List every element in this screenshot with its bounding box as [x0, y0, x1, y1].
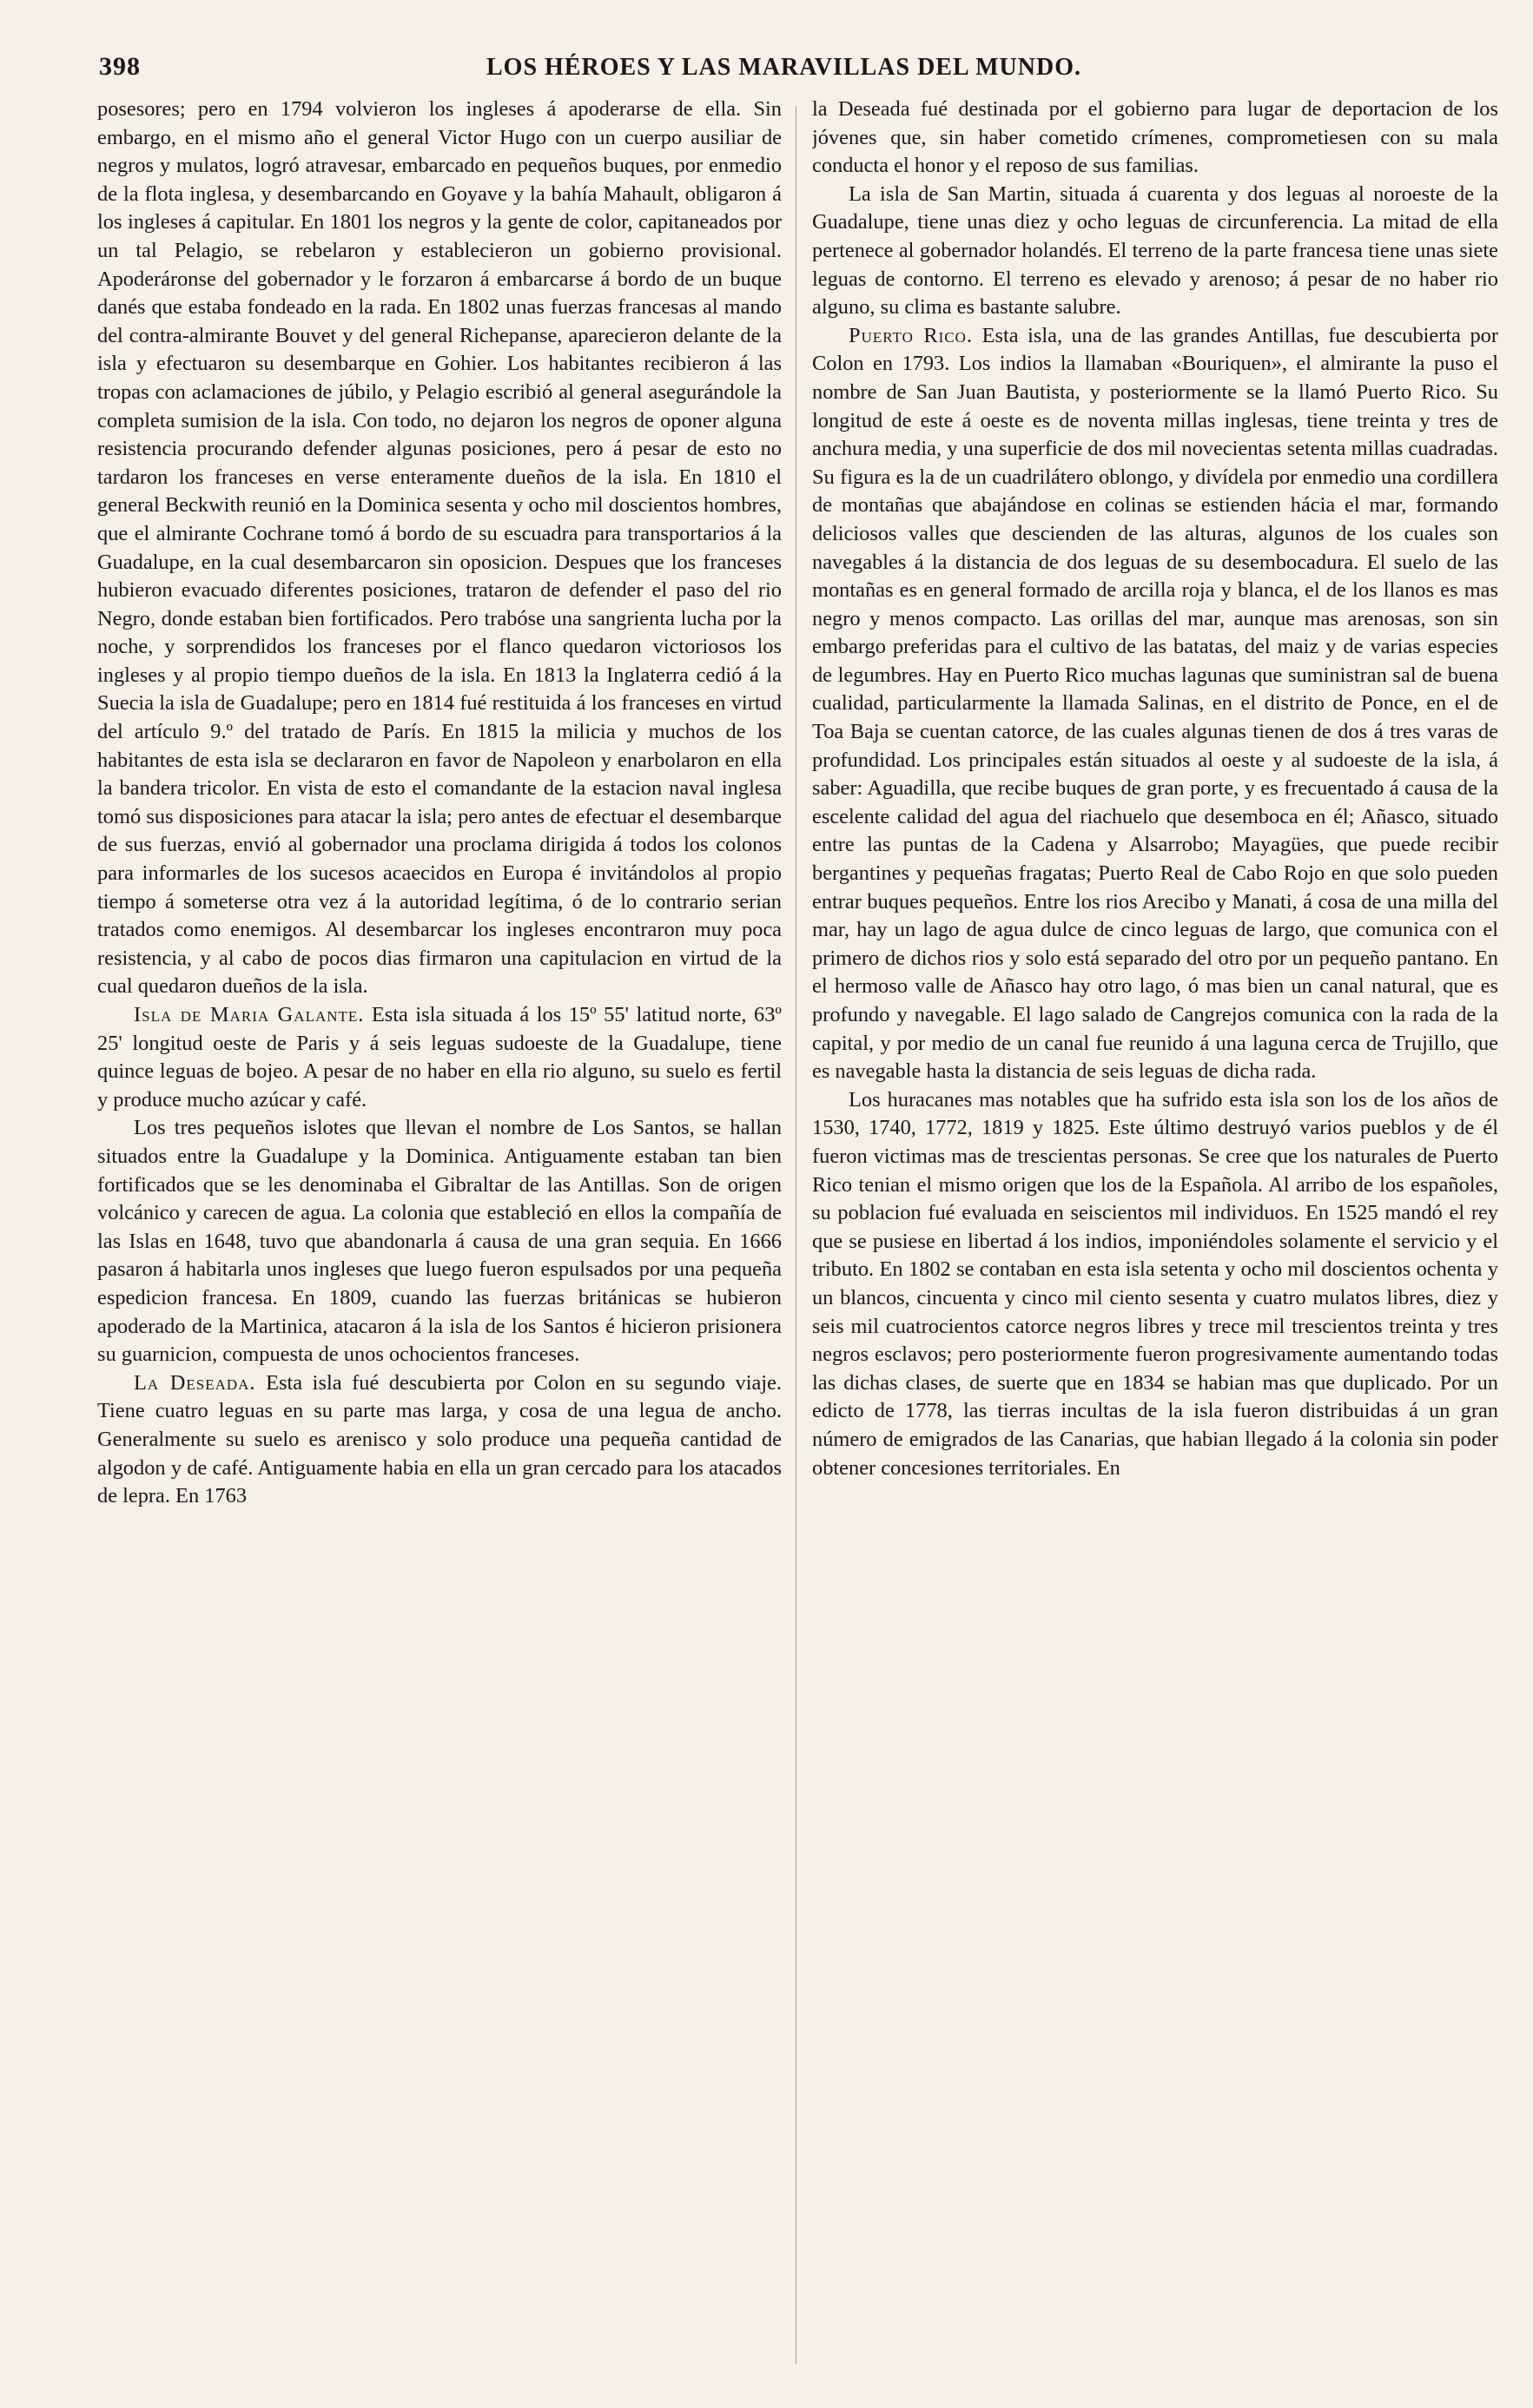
page-header	[87, 49, 1481, 92]
paragraph-text: Esta isla situada á los 15º 55' latitud norte, 63º 25' longitud oeste de Paris y á seis leguas sudoeste de la Guadalupe, tiene quince leguas de bojeo. A pesar de no haber en ella rio alguno, su suelo es fertil y produce mucho azúcar y café.	[97, 1003, 782, 1112]
page-number: 398	[99, 52, 141, 81]
paragraph: la Deseada fué destinada por el gobierno para lugar de deportacion de los jóvenes que, sin haber cometido crímenes, comprometiesen con su mala conducta el honor y el reposo de sus familias.	[812, 97, 1498, 178]
paragraph: La isla de San Martin, situada á cuarenta y dos leguas al noroeste de la Guadalupe, tiene unas diez y ocho leguas de circunferencia. La mitad de ella pertenece al gobernador holandés. El terreno de la parte francesa tiene unas siete leguas de contorno. El terreno es elevado y arenoso; á pesar de no haber rio alguno, su clima es bastante salubre.	[812, 181, 1498, 320]
right-column	[812, 96, 1498, 2375]
running-title: LOS HÉROES Y LAS MARAVILLAS DEL MUNDO.	[486, 54, 1081, 81]
paragraph-text: Esta isla, una de las grandes Antillas, fue descubierta por Colon en 1793. Los indios la llamaban «Bouriquen», el almirante la puso el nombre de San Juan Bautista, y posteriormente se la llamó Puerto Rico. Su longitud de este á oeste es de noventa millas inglesas, tiene treinta y tres de anchura media, y una superficie de dos mil novecientas setenta millas cuadradas. Su figura es la de un cuadrilátero oblongo, y divídela por enmedio una cordillera de montañas que abajándose en colinas se estienden hácia el mar, formando deliciosos valles que descienden de las alturas, algunos de los cuales son navegables á la distancia de dos leguas de su desembocadura. El suelo de las montañas es en general formado de arcilla roja y blanca, el de los llanos es mas negro y menos compacto. Las orillas del mar, aunque mas arenosas, son sin embargo preferidas para el cultivo de las batatas, del maiz y de varias especies de legumbres. Hay en Puerto Rico muchas lagunas que suministran sal de buena cualidad, particularmente la llamada Salinas, en el distrito de Ponce, en el de Toa Baja se cuentan catorce, de las cuales algunas tienen de dos á tres varas de profundidad. Los principales están situados al oeste y al sudoeste de la isla, á saber: Aguadilla, que recibe buques de gran porte, y es frecuentado á causa de la escelente calidad del agua del riachuelo que desemboca en él; Añasco, situado entre las puntas de la Cadena y Alsarrobo; Mayagües, que puede recibir bergantines y pequeñas fragatas; Puerto Real de Cabo Rojo en que solo pueden entrar buques pequeños. Entre los rios Arecibo y Manati, á cosa de una milla del mar, hay un lago de agua dulce de cinco leguas de largo, que comunica con el primero de dichos rios y solo está separado del otro por un pequeño pantano. En el hermoso valle de Añasco hay otro lago, ó mas bien un canal natural, que es profundo y navegable. El lago salado de Cangrejos comunica con la rada de la capital, y por medio de un canal fue reunido á una laguna cerca de Trujillo, que es navegable hasta la distancia de seis leguas de dicha rada.	[812, 323, 1498, 1084]
paragraph-text: Esta isla fué descubierta por Colon en su segundo viaje. Tiene cuatro leguas en su parte mas larga, y cosa de una legua de ancho. Generalmente su suelo es arenisco y solo produce una pequeña cantidad de algodon y de café. Antiguamente habia en ella un gran cercado para los atacados de lepra. En 1763	[97, 1370, 782, 1508]
paragraph: Los huracanes mas notables que ha sufrido esta isla son los de los años de 1530, 1740, 1772, 1819 y 1825. Este último destruyó varios pueblos y de él fueron victimas mas de trescientas personas. Se cree que los naturales de Puerto Rico tenian el mismo origen que los de la Española. Al arribo de los españoles, su poblacion fué evaluada en seiscientos mil individuos. En 1525 mandó el rey que se pusiese en libertad á los indios, imponiéndoles solamente el servicio y el tributo. En 1802 se contaban en esta isla setenta y ocho mil doscientos ochenta y un blancos, cincuenta y cinco mil ciento sesenta y cuatro mulatos libres, diez y seis mil cuatrocientos catorce negros libres y trece mil trescientos treinta y tres negros esclavos; pero posteriormente fueron progresivamente aumentando todas las dichas clases, de suerte que en 1834 se habian mas que duplicado. Por un edicto de 1778, las tierras incultas de la isla fueron distribuidas á un gran número de emigrados de las Canarias, que habian llegado á la colonia sin poder obtener concesiones territoriales. En	[812, 1087, 1498, 1480]
paragraph: posesores; pero en 1794 volvieron los ingleses á apoderarse de ella. Sin embargo, en el mismo año el general Victor Hugo con un cuerpo ausiliar de negros y mulatos, logró atravesar, embarcado en pequeños buques, por enmedio de la flota inglesa, y desembarcando en Goyave y la bahía Mahault, obligaron á los ingleses á capitular. En 1801 los negros y la gente de color, capitaneados por un tal Pelagio, se rebelaron y establecieron un gobierno provisional. Apoderáronse del gobernador y le forzaron á embarcarse á bordo de un buque danés que estaba fondeado en la rada. En 1802 unas fuerzas francesas al mando del contra-almirante Bouvet y del general Richepanse, aparecieron delante de la isla y efectuaron su desembarque en Gohier. Los habitantes recibieron á las tropas con aclamaciones de júbilo, y Pelagio escribió al general asegurándole la completa sumision de la isla. Con todo, no dejaron los negros de oponer alguna resistencia procurando defender algunas posiciones, pero á pesar de esto no tardaron los franceses en verse enteramente dueños de la isla. En 1810 el general Beckwith reunió en la Dominica sesenta y ocho mil doscientos hombres, que el almirante Cochrane tomó á bordo de su escuadra para transportarios á la Guadalupe, en la cual desembarcaron sin oposicion. Despues que los franceses hubieron evacuado diferentes posiciones, trataron de defender el paso del rio Negro, donde estaban bien fortificados. Pero trabóse una sangrienta lucha por la noche, y sorprendidos los franceses por el flanco quedaron victoriosos los ingleses y al propio tiempo dueños de la isla. En 1813 la Inglaterra cedió á la Suecia la isla de Guadalupe; pero en 1814 fué restituida á los franceses en virtud del artículo 9.º del tratado de París. En 1815 la milicia y muchos de los habitantes de esta isla se declararon en favor de Napoleon y enarbolaron en ella la bandera tricolor. En vista de esto el comandante de la estacion naval inglesa tomó sus disposiciones para atacar la isla; pero antes de efectuar el desembarque de sus fuerzas, envió al gobernador una proclama dirigida á todos los colonos para informarles de los sucesos acaecidos en Europa é invitándolos al propio tiempo á someterse otra vez á la autoridad legítima, ó de lo contrario serian tratados como enemigos. Al desembarcar los ingleses encontraron muy poca resistencia, y al cabo de pocos dias firmaron una capitulacion en virtud de la cual quedaron dueños de la isla.	[97, 97, 782, 999]
left-column	[97, 96, 782, 2375]
section-heading-la-deseada: La Deseada.	[134, 1370, 256, 1395]
section-heading-maria-galante: Isla de Maria Galante.	[134, 1003, 365, 1026]
paragraph: Los tres pequeños islotes que llevan el nombre de Los Santos, se hallan situados entre la Guadalupe y la Dominica. Antiguamente estaban tan bien fortificados que se les denominaba el Gibraltar de las Antillas. Son de origen volcánico y carecen de agua. La colonia que estableció en ellos la compañía de las Islas en 1648, tuvo que abandonarla á causa de una gran sequia. En 1666 pasaron á habitarla unos ingleses que luego fueron espulsados por una pequeña espedicion francesa. En 1809, cuando las fuerzas británicas se hubieron apoderado de la Martinica, atacaron á la isla de los Santos é hicieron prisionera su guarnicion, compuesta de unos ochocientos franceses.	[97, 1116, 782, 1367]
paragraph	[812, 322, 1498, 1086]
paragraph	[97, 1369, 782, 1511]
paragraph	[97, 1001, 782, 1114]
section-heading-puerto-rico: Puerto Rico.	[849, 323, 974, 347]
